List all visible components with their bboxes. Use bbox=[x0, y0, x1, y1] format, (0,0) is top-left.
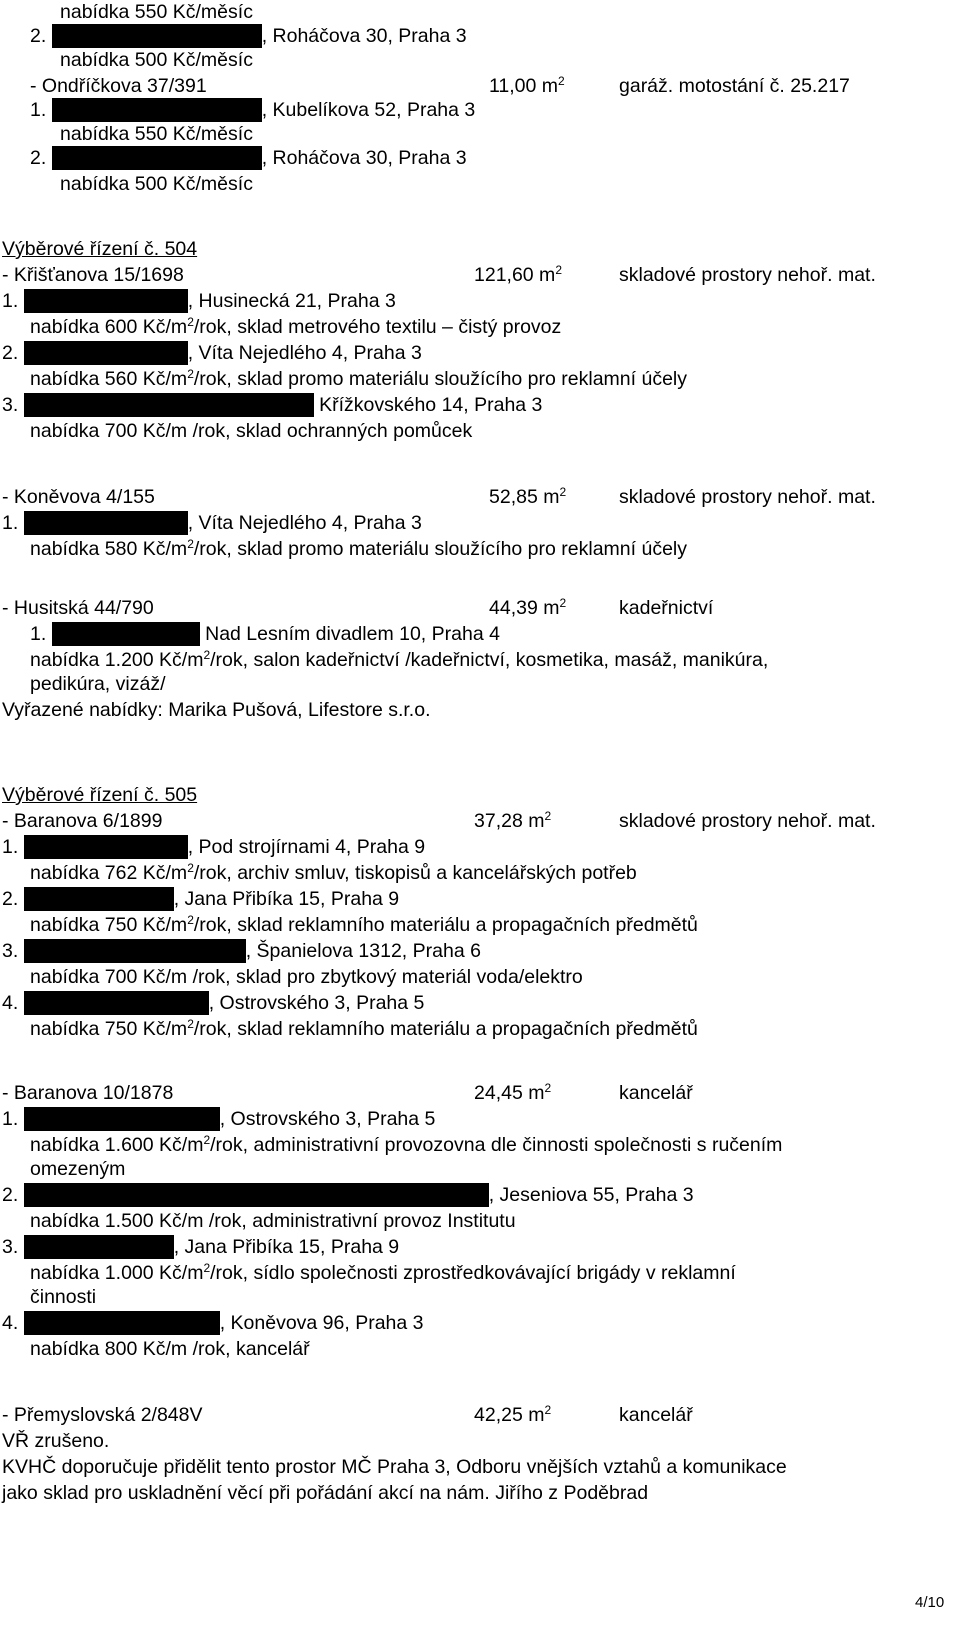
line-text: nabídka 750 Kč/m bbox=[30, 1018, 188, 1040]
list-number: 4. bbox=[2, 1312, 24, 1334]
superscript: 2 bbox=[544, 1403, 552, 1417]
redaction-bar bbox=[52, 98, 262, 122]
line-text: nabídka 762 Kč/m bbox=[30, 862, 188, 884]
text-line bbox=[2, 939, 481, 963]
line-text-continued: /rok, administrativní provozovna dle činnosti společnosti s ručením bbox=[210, 1134, 783, 1156]
text-line bbox=[30, 1133, 782, 1157]
redaction-bar bbox=[24, 393, 314, 417]
text-line bbox=[2, 485, 155, 509]
text-line bbox=[30, 648, 768, 672]
text-line bbox=[2, 835, 425, 859]
line-text: , Kubelíkova 52, Praha 3 bbox=[261, 99, 476, 121]
text-line bbox=[2, 263, 184, 287]
list-number: 1. bbox=[2, 836, 24, 858]
text-line bbox=[2, 1081, 173, 1105]
text-line bbox=[2, 698, 431, 722]
text-line bbox=[489, 74, 565, 98]
line-text: - Křišťanova 15/1698 bbox=[2, 264, 184, 286]
text-line bbox=[619, 596, 713, 620]
line-text: , Ostrovského 3, Praha 5 bbox=[219, 1108, 436, 1130]
page-number: 4/10 bbox=[915, 1594, 945, 1611]
line-text: kancelář bbox=[619, 1082, 693, 1104]
text-line bbox=[489, 596, 566, 620]
line-text: nabídka 800 Kč/m /rok, kancelář bbox=[30, 1338, 310, 1360]
text-line bbox=[474, 263, 562, 287]
redaction-bar bbox=[52, 24, 262, 48]
line-text: VŘ zrušeno. bbox=[2, 1430, 110, 1452]
text-line bbox=[30, 965, 583, 989]
line-text-continued: /rok, sklad reklamního materiálu a propagačních předmětů bbox=[193, 914, 698, 936]
line-text: nabídka 1.600 Kč/m bbox=[30, 1134, 204, 1156]
text-line bbox=[60, 48, 253, 72]
line-text: 37,28 m bbox=[474, 810, 545, 832]
redaction-bar bbox=[52, 622, 200, 646]
list-number: 1. bbox=[2, 1108, 24, 1130]
redaction-bar bbox=[24, 341, 188, 365]
text-line bbox=[619, 1403, 693, 1427]
text-line bbox=[2, 1455, 787, 1479]
text-line bbox=[30, 1209, 516, 1233]
line-text: nabídka 550 Kč/měsíc bbox=[60, 1, 253, 23]
superscript: 2 bbox=[187, 1017, 194, 1031]
text-line bbox=[2, 289, 396, 313]
line-text: , Víta Nejedlého 4, Praha 3 bbox=[187, 342, 422, 364]
text-line bbox=[474, 1403, 551, 1427]
line-text: 42,25 m bbox=[474, 1404, 545, 1426]
list-number: 1. bbox=[2, 512, 24, 534]
line-text: 44,39 m bbox=[489, 597, 560, 619]
text-line bbox=[2, 393, 542, 417]
line-text-continued: /rok, sklad metrového textilu – čistý provoz bbox=[193, 316, 562, 338]
redaction-bar bbox=[24, 1235, 174, 1259]
text-line bbox=[2, 887, 399, 911]
text-line bbox=[60, 122, 253, 146]
redaction-bar bbox=[24, 1311, 220, 1335]
text-line bbox=[30, 98, 475, 122]
text-line bbox=[2, 1429, 109, 1453]
list-number: 3. bbox=[2, 940, 24, 962]
superscript: 2 bbox=[555, 263, 562, 277]
text-line bbox=[30, 146, 467, 170]
line-text: skladové prostory nehoř. mat. bbox=[619, 264, 876, 286]
line-text: skladové prostory nehoř. mat. bbox=[619, 486, 876, 508]
list-number: 1. bbox=[30, 99, 52, 121]
text-line bbox=[30, 537, 687, 561]
list-number: 2. bbox=[30, 25, 52, 47]
line-text-continued: /rok, salon kadeřnictví /kadeřnictví, kosmetika, masáž, manikúra, bbox=[210, 649, 769, 671]
line-text: , Husinecká 21, Praha 3 bbox=[187, 290, 396, 312]
text-line bbox=[619, 263, 876, 287]
superscript: 2 bbox=[187, 315, 194, 329]
text-line bbox=[30, 367, 687, 391]
text-line bbox=[30, 1337, 310, 1361]
line-text-continued: /rok, sklad promo materiálu sloužícího pro reklamní účely bbox=[193, 368, 687, 390]
line-text: nabídka 500 Kč/měsíc bbox=[60, 49, 253, 71]
superscript: 2 bbox=[559, 485, 567, 499]
superscript: 2 bbox=[544, 809, 552, 823]
text-line bbox=[60, 172, 253, 196]
line-text: Nad Lesním divadlem 10, Praha 4 bbox=[199, 623, 500, 645]
text-line bbox=[30, 913, 698, 937]
superscript: 2 bbox=[203, 648, 211, 662]
line-text: , Roháčova 30, Praha 3 bbox=[261, 25, 467, 47]
superscript: 2 bbox=[187, 913, 194, 927]
superscript: 2 bbox=[187, 861, 194, 875]
line-text: - Přemyslovská 2/848V bbox=[2, 1404, 203, 1426]
line-text: KVHČ doporučuje přidělit tento prostor MČ Praha 3, Odboru vnějších vztahů a komunikace bbox=[2, 1456, 787, 1478]
line-text: - Koněvova 4/155 bbox=[2, 486, 155, 508]
text-line bbox=[2, 783, 197, 807]
line-text: , Pod strojírnami 4, Praha 9 bbox=[187, 836, 426, 858]
line-text: , Víta Nejedlého 4, Praha 3 bbox=[187, 512, 422, 534]
line-text: nabídka 1.200 Kč/m bbox=[30, 649, 204, 671]
text-line bbox=[30, 419, 472, 443]
text-line bbox=[2, 237, 197, 261]
list-number: 2. bbox=[2, 888, 24, 910]
line-text: kancelář bbox=[619, 1404, 693, 1426]
line-text: nabídka 700 Kč/m /rok, sklad pro zbytkový materiál voda/elektro bbox=[30, 966, 583, 988]
redaction-bar bbox=[24, 939, 246, 963]
redaction-bar bbox=[24, 887, 174, 911]
text-line bbox=[619, 485, 876, 509]
line-text: nabídka 700 Kč/m /rok, sklad ochranných pomůcek bbox=[30, 420, 473, 442]
line-text: nabídka 560 Kč/m bbox=[30, 368, 188, 390]
line-text-continued: /rok, archiv smluv, tiskopisů a kancelářských potřeb bbox=[193, 862, 637, 884]
line-text: - Husitská 44/790 bbox=[2, 597, 154, 619]
redaction-bar bbox=[24, 511, 188, 535]
superscript: 2 bbox=[544, 1081, 552, 1095]
list-number: 2. bbox=[30, 147, 52, 169]
line-text: omezeným bbox=[30, 1158, 126, 1180]
text-line bbox=[2, 596, 154, 620]
line-text: - Ondříčkova 37/391 bbox=[30, 75, 207, 97]
redaction-bar bbox=[24, 835, 188, 859]
line-text: nabídka 600 Kč/m bbox=[30, 316, 188, 338]
line-text: nabídka 1.500 Kč/m /rok, administrativní provoz Institutu bbox=[30, 1210, 516, 1232]
text-line bbox=[30, 1017, 698, 1041]
text-line bbox=[2, 1311, 424, 1335]
superscript: 2 bbox=[187, 367, 194, 381]
line-text: garáž. motostání č. 25.217 bbox=[619, 75, 850, 97]
redaction-bar bbox=[52, 146, 262, 170]
text-line bbox=[2, 341, 422, 365]
line-text: , Španielova 1312, Praha 6 bbox=[245, 940, 481, 962]
text-line bbox=[2, 1183, 694, 1207]
line-text: - Baranova 6/1899 bbox=[2, 810, 163, 832]
text-line bbox=[2, 1403, 203, 1427]
text-line bbox=[489, 485, 566, 509]
line-text: - Baranova 10/1878 bbox=[2, 1082, 174, 1104]
text-line bbox=[474, 1081, 551, 1105]
line-text: 52,85 m bbox=[489, 486, 560, 508]
text-line bbox=[2, 511, 422, 535]
superscript: 2 bbox=[203, 1133, 211, 1147]
line-text: 121,60 m bbox=[474, 264, 556, 286]
list-number: 2. bbox=[2, 342, 24, 364]
line-text: , Jana Přibíka 15, Praha 9 bbox=[173, 1236, 400, 1258]
text-line bbox=[2, 1235, 399, 1259]
list-number: 3. bbox=[2, 1236, 24, 1258]
text-line bbox=[30, 861, 637, 885]
line-text: pedikúra, vizáž/ bbox=[30, 673, 166, 695]
line-text-continued: /rok, sklad reklamního materiálu a propagačních předmětů bbox=[193, 1018, 698, 1040]
list-number: 1. bbox=[2, 290, 24, 312]
text-line bbox=[30, 1261, 736, 1285]
text-line bbox=[2, 1107, 435, 1131]
text-line bbox=[30, 1285, 96, 1309]
superscript: 2 bbox=[203, 1261, 211, 1275]
line-text: nabídka 1.000 Kč/m bbox=[30, 1262, 204, 1284]
line-text-continued: /rok, sklad promo materiálu sloužícího pro reklamní účely bbox=[193, 538, 687, 560]
text-line bbox=[60, 0, 253, 24]
line-text: skladové prostory nehoř. mat. bbox=[619, 810, 876, 832]
text-line bbox=[2, 809, 162, 833]
line-text-continued: /rok, sídlo společnosti zprostředkovávající brigády v reklamní bbox=[210, 1262, 736, 1284]
line-text: nabídka 550 Kč/měsíc bbox=[60, 123, 253, 145]
line-text: Vyřazené nabídky: Marika Pušová, Lifestore s.r.o. bbox=[2, 699, 431, 721]
text-line bbox=[619, 809, 876, 833]
list-number: 2. bbox=[2, 1184, 24, 1206]
line-text: , Jana Přibíka 15, Praha 9 bbox=[173, 888, 400, 910]
redaction-bar bbox=[24, 991, 209, 1015]
line-text: Výběrové řízení č. 504 bbox=[2, 238, 198, 260]
line-text: kadeřnictví bbox=[619, 597, 714, 619]
redaction-bar bbox=[24, 289, 188, 313]
redaction-bar bbox=[24, 1107, 220, 1131]
list-number: 1. bbox=[30, 623, 52, 645]
text-line bbox=[30, 74, 207, 98]
line-text: , Roháčova 30, Praha 3 bbox=[261, 147, 467, 169]
list-number: 4. bbox=[2, 992, 24, 1014]
line-text: , Jeseniova 55, Praha 3 bbox=[488, 1184, 694, 1206]
line-text: činnosti bbox=[30, 1286, 97, 1308]
text-line bbox=[30, 315, 561, 339]
text-line bbox=[2, 991, 424, 1015]
line-text: Výběrové řízení č. 505 bbox=[2, 784, 198, 806]
superscript: 2 bbox=[558, 74, 565, 88]
text-line bbox=[30, 1157, 125, 1181]
text-line bbox=[619, 74, 850, 98]
text-line bbox=[474, 809, 551, 833]
line-text: nabídka 500 Kč/měsíc bbox=[60, 173, 253, 195]
list-number: 3. bbox=[2, 394, 24, 416]
line-text: nabídka 580 Kč/m bbox=[30, 538, 188, 560]
line-text: 24,45 m bbox=[474, 1082, 545, 1104]
text-line bbox=[619, 1081, 693, 1105]
superscript: 2 bbox=[559, 596, 567, 610]
redaction-bar bbox=[24, 1183, 489, 1207]
text-line bbox=[30, 622, 500, 646]
line-text: nabídka 750 Kč/m bbox=[30, 914, 188, 936]
line-text: 11,00 m bbox=[489, 75, 559, 97]
line-text: Křížkovského 14, Praha 3 bbox=[313, 394, 543, 416]
text-line bbox=[2, 1481, 648, 1505]
text-line bbox=[30, 672, 165, 696]
text-line bbox=[30, 24, 467, 48]
superscript: 2 bbox=[187, 537, 194, 551]
line-text: , Ostrovského 3, Praha 5 bbox=[208, 992, 425, 1014]
line-text: jako sklad pro uskladnění věcí při pořádání akcí na nám. Jiřího z Poděbrad bbox=[2, 1482, 649, 1504]
line-text: , Koněvova 96, Praha 3 bbox=[219, 1312, 424, 1334]
